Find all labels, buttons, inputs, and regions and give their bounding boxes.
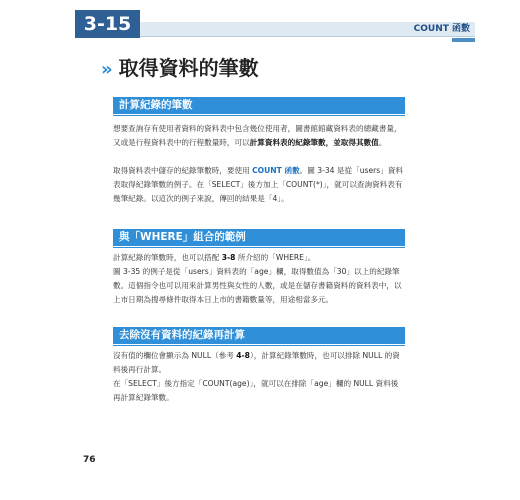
paragraph-null-intro [113, 349, 405, 377]
paragraph-text: 所介紹的「WHERE」。 [235, 253, 316, 262]
header-corner-accent [452, 38, 475, 42]
paragraph-text: 。 [378, 138, 387, 147]
subheading-count-records: 計算紀錄的筆數 [113, 97, 405, 114]
paragraph-text: 想要查詢存有使用者資料的資料表中包含幾位使用者，圖書館館藏資料表的總藏書量，又或是行程資料表中的行程數量時，可以 [113, 124, 402, 147]
section-title-text: 取得資料的筆數 [118, 56, 259, 80]
subheading-exclude-null: 去除沒有資料的紀錄再計算 [113, 327, 405, 344]
double-chevron-icon: » [101, 59, 113, 80]
paragraph-where-example: 圖 3-35 的例子是從「users」資料表的「age」欄，取得數值為「30」以上的紀錄筆數。這個指令也可以用來計算男性與女性的人數，或是在儲存書籍資料的資料表中，以上市日期為搜尋條件取得本日上市的書籍數量等，用途相當多元。 [113, 267, 402, 304]
keyword-count-function: COUNT 函數 [252, 166, 300, 175]
paragraph-text: 取得資料表中儲存的紀錄筆數時，要使用 [113, 166, 253, 175]
section-title [101, 52, 259, 81]
paragraph-text: 。圖 3-34 是從「users」資料表取得紀錄筆數的例子。在「SELECT」後方加上「COUNT(*)」，就可以查詢資料表有幾筆紀錄。以這次的例子來說，傳回的結果是「4」。 [113, 166, 404, 203]
running-header-title: COUNT 函數 [413, 24, 470, 34]
paragraph-where-intro [113, 251, 405, 265]
subheading-where-example: 與「WHERE」組合的範例 [113, 229, 405, 246]
page-number: 76 [83, 455, 96, 465]
section-reference: 3-8 [221, 253, 236, 262]
paragraph-text: 沒有值的欄位會顯示為 NULL（參考 [113, 351, 237, 360]
chapter-tab: 3-15 [75, 10, 140, 38]
paragraph-text: ），計算紀錄筆數時，也可以排除 NULL 的資料後再行計算。 [113, 351, 400, 374]
paragraph-count-intro [113, 122, 405, 150]
emphasis-text: 計算資料表的紀錄筆數，並取得其數值 [249, 138, 379, 147]
paragraph-null-example: 在「SELECT」後方指定「COUNT(age)」，就可以在排除「age」欄的 NULL 資料後再計算紀錄筆數。 [113, 379, 399, 402]
paragraph-count-usage [113, 164, 405, 206]
paragraph-text: 計算紀錄的筆數時，也可以搭配 [113, 253, 222, 262]
section-reference: 4-8 [236, 351, 250, 360]
